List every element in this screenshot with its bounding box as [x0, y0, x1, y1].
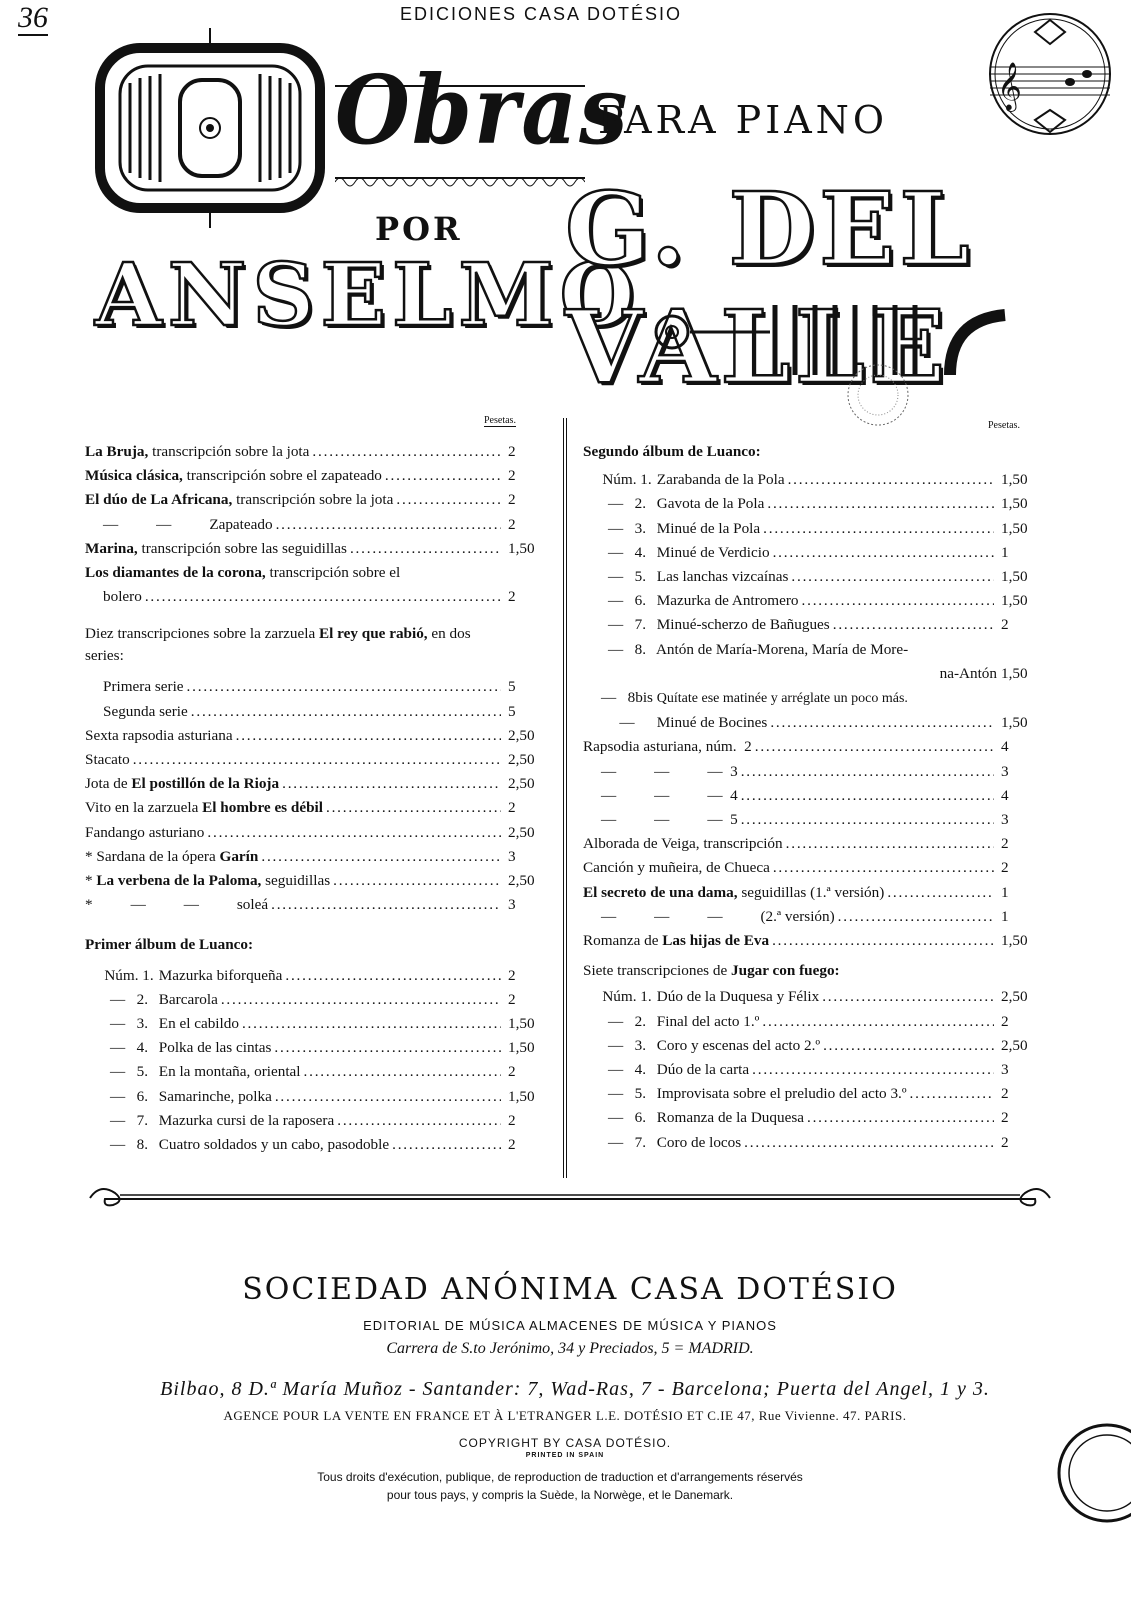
- list-item: Vito en la zarzuela El hombre es débil . . . 2: [85, 796, 550, 820]
- price: 3: [1001, 762, 1009, 780]
- list-item: Stacato . . . 2,50: [85, 748, 550, 772]
- price: 1,50: [508, 539, 535, 557]
- list-item: — 8. Antón de María-Morena, María de More-: [608, 640, 909, 658]
- price: 2,50: [508, 775, 535, 793]
- price: 2: [508, 1136, 516, 1154]
- price: 2: [1001, 859, 1009, 877]
- price: 2: [508, 467, 516, 485]
- price: 1,50: [508, 1087, 535, 1105]
- editorial-line: EDITORIAL DE MÚSICA ALMACENES DE MÚSICA Y PIANOS: [363, 1318, 777, 1333]
- paris-agency: AGENCE POUR LA VENTE EN FRANCE ET À L'ETRANGER L.E. DOTÉSIO ET C.IE 47, Rue Vivienne. 47. PARIS.: [223, 1408, 907, 1423]
- list-item: — 6. Romanza de la Duquesa . . . 2: [583, 1106, 1043, 1130]
- list-item: Núm. 1. Zarabanda de la Pola . . . 1,50: [583, 468, 1043, 492]
- list-item: — 3. Coro y escenas del acto 2.º . . . 2,50: [583, 1034, 1043, 1058]
- rights-line-2: pour tous pays, y compris la Suède, la Norwège, et le Danemark.: [386, 1488, 734, 1502]
- price: 2: [1001, 1109, 1009, 1127]
- list-item: Fandango asturiano . . . 2,50: [85, 821, 550, 845]
- list-item: — 7. Minué-scherzo de Bañugues . . . 2: [583, 613, 1043, 637]
- list-item: — 4. Polka de las cintas . . . 1,50: [85, 1036, 550, 1060]
- price: 3: [508, 896, 516, 914]
- list-item: La Bruja, transcripción sobre la jota . . . 2: [85, 440, 550, 464]
- list-item: — — — 4 . . . 4: [583, 784, 1043, 808]
- subtitle: PARA PIANO: [598, 98, 889, 142]
- printed-in: PRINTED IN SPAIN: [525, 1452, 605, 1459]
- right-column: [583, 440, 1043, 1155]
- price-header-left: Pesetas.: [484, 415, 516, 426]
- list-item: Alborada de Veiga, transcripción . . . 2: [583, 832, 1043, 856]
- list-item: — 7. Coro de locos . . . 2: [583, 1131, 1043, 1155]
- list-item: * — — soleá . . . 3: [85, 893, 550, 917]
- list-item: Música clásica, transcripción sobre el zapateado . . . 2: [85, 464, 550, 488]
- price: 3: [1001, 1061, 1009, 1079]
- price: 2,50: [508, 872, 535, 890]
- publisher-line: EDICIONES CASA DOTÉSIO: [400, 4, 683, 24]
- list-item: * La verbena de la Paloma, seguidillas . . . 2,50: [85, 869, 550, 893]
- list-item: — 8. Cuatro soldados y un cabo, pasodoble . . . 2: [85, 1133, 550, 1157]
- price: 2: [508, 1111, 516, 1129]
- list-item: — 3. Minué de la Pola . . . 1,50: [583, 517, 1043, 541]
- list-item: — — Zapateado . . . 2: [85, 513, 550, 537]
- list-item: — 2. Final del acto 1.º . . . 2: [583, 1010, 1043, 1034]
- list-item: Rapsodia asturiana, núm. 2 . . . 4: [583, 735, 1043, 759]
- price: 1,50: [1001, 495, 1028, 513]
- list-item: Romanza de Las hijas de Eva . . . 1,50: [583, 929, 1043, 953]
- copyright: COPYRIGHT BY CASA DOTÉSIO.: [458, 1436, 672, 1450]
- list-item: Núm. 1. Mazurka biforqueña . . . 2: [85, 964, 550, 988]
- composer-last-name: G. DEL VALLE: [565, 170, 974, 406]
- list-item: — 4. Dúo de la carta . . . 3: [583, 1058, 1043, 1082]
- composer-first-name: ANSELMO: [95, 245, 641, 346]
- list-item: Primera serie . . . 5: [85, 675, 550, 699]
- list-item: Jota de El postillón de la Rioja . . . 2,50: [85, 772, 550, 796]
- price: 2: [1001, 835, 1009, 853]
- rights-line-1: Tous droits d'exécution, publique, de reproduction de traduction et d'arrangements réservés: [317, 1470, 803, 1484]
- price: 2: [1001, 1085, 1009, 1103]
- price: 1: [1001, 543, 1009, 561]
- list-item: — 7. Mazurka cursi de la raposera . . . 2: [85, 1109, 550, 1133]
- price: 1,50: [1001, 932, 1028, 950]
- list-item: — — — 5 . . . 3: [583, 808, 1043, 832]
- branch-addresses: Bilbao, 8 D.ª María Muñoz - Santander: 7, Wad-Ras, 7 - Barcelona; Puerta del Angel, 1 y 3.: [160, 1378, 990, 1400]
- price: 2: [508, 443, 516, 460]
- price: 2: [508, 491, 516, 509]
- svg-text:𝄞: 𝄞: [997, 61, 1022, 110]
- list-item: — 4. Minué de Verdicio . . . 1: [583, 541, 1043, 565]
- list-item: Sexta rapsodia asturiana . . . 2,50: [85, 724, 550, 748]
- list-item: — 3. En el cabildo . . . 1,50: [85, 1012, 550, 1036]
- list-item: bolero . . . 2: [85, 585, 550, 609]
- section-title: Siete transcripciones de Jugar con fuego:: [583, 962, 840, 980]
- column-divider: [563, 418, 567, 1178]
- library-stamp-icon: [838, 360, 918, 430]
- list-item: * Sardana de la ópera Garín . . . 3: [85, 845, 550, 869]
- section-title: Segundo álbum de Luanco:: [583, 443, 761, 460]
- price: 2,50: [1001, 988, 1028, 1006]
- price: 1,50: [508, 1039, 535, 1057]
- list-item: — 6. Mazurka de Antromero . . . 1,50: [583, 589, 1043, 613]
- list-item: El secreto de una dama, seguidillas (1.ª versión) . . . 1: [583, 881, 1043, 905]
- price: 2: [508, 588, 516, 606]
- list-item: — Minué de Bocines . . . 1,50: [583, 711, 1043, 735]
- list-item: Canción y muñeira, de Chueca . . . 2: [583, 856, 1043, 880]
- price: 3: [508, 847, 516, 865]
- list-item: El dúo de La Africana, transcripción sobre la jota . . . 2: [85, 488, 550, 512]
- price: 1,50: [1001, 592, 1028, 610]
- list-item: Los diamantes de la corona, transcripción sobre el: [85, 564, 401, 582]
- price: 2,50: [508, 726, 535, 744]
- list-item: — 8bis Quítate ese matinée y arréglate un poco más.: [601, 689, 908, 707]
- list-item: — 2. Gavota de la Pola . . . 1,50: [583, 492, 1043, 516]
- price: 2,50: [1001, 1036, 1028, 1054]
- by-label: POR: [375, 210, 463, 248]
- library-seal-icon: [1052, 1418, 1131, 1528]
- list-item: — — — 3 . . . 3: [583, 760, 1043, 784]
- left-column: [85, 440, 550, 1157]
- list-item: — 5. Improvisata sobre el preludio del acto 3.º . . . 2: [583, 1082, 1043, 1106]
- price: 5: [508, 702, 516, 720]
- section-title: Primer álbum de Luanco:: [85, 936, 254, 954]
- price: 2: [508, 799, 516, 817]
- ornamental-initial-o: [90, 28, 330, 228]
- list-item: na-Antón 1,50: [583, 662, 1043, 686]
- price: 1: [1001, 883, 1009, 901]
- list-item: — — — (2.ª versión) . . . 1: [583, 905, 1043, 929]
- price: 1,50: [1001, 471, 1028, 489]
- price: 2: [1001, 616, 1009, 634]
- price: 2: [508, 966, 516, 984]
- price: 2,50: [508, 751, 535, 769]
- price: 2: [1001, 1133, 1009, 1151]
- list-item: — 5. En la montaña, oriental . . . 2: [85, 1060, 550, 1084]
- list-item: — 5. Las lanchas vizcaínas . . . 1,50: [583, 565, 1043, 589]
- price: 5: [508, 678, 516, 696]
- decorative-flourish: [80, 1178, 1060, 1218]
- price: 1,50: [1001, 568, 1028, 586]
- price: 2: [508, 1063, 516, 1081]
- price: 1,50: [1001, 664, 1028, 682]
- page-number: 36: [18, 1, 48, 34]
- price: 1,50: [508, 1015, 535, 1033]
- price-header-right: Pesetas.: [988, 420, 1020, 431]
- list-item: — 6. Samarinche, polka . . . 1,50: [85, 1085, 550, 1109]
- list-item: — 2. Barcarola . . . 2: [85, 988, 550, 1012]
- music-emblem-icon: [975, 12, 1115, 142]
- madrid-address: Carrera de S.to Jerónimo, 34 y Preciados, 5 = MADRID.: [386, 1340, 754, 1357]
- title-word: Obras: [335, 54, 630, 167]
- price: 2: [1001, 1012, 1009, 1030]
- valle-ornament: [650, 300, 1020, 385]
- price: 2,50: [508, 823, 535, 841]
- price: 1,50: [1001, 519, 1028, 537]
- price: 1,50: [1001, 714, 1028, 732]
- list-item: Núm. 1. Dúo de la Duquesa y Félix . . . 2,50: [583, 985, 1043, 1009]
- price: 2: [508, 990, 516, 1008]
- price: 4: [1001, 738, 1009, 756]
- list-item: Marina, transcripción sobre las seguidillas . . . 1,50: [85, 537, 550, 561]
- price: 4: [1001, 786, 1009, 804]
- company-name: SOCIEDAD ANÓNIMA CASA DOTÉSIO: [242, 1272, 898, 1307]
- list-item: Segunda serie . . . 5: [85, 700, 550, 724]
- price: 1: [1001, 907, 1009, 925]
- price: 3: [1001, 811, 1009, 829]
- price: 2: [508, 515, 516, 533]
- rey-paragraph: Diez transcripciones sobre la zarzuela El rey que rabió, en dos series:: [85, 625, 471, 665]
